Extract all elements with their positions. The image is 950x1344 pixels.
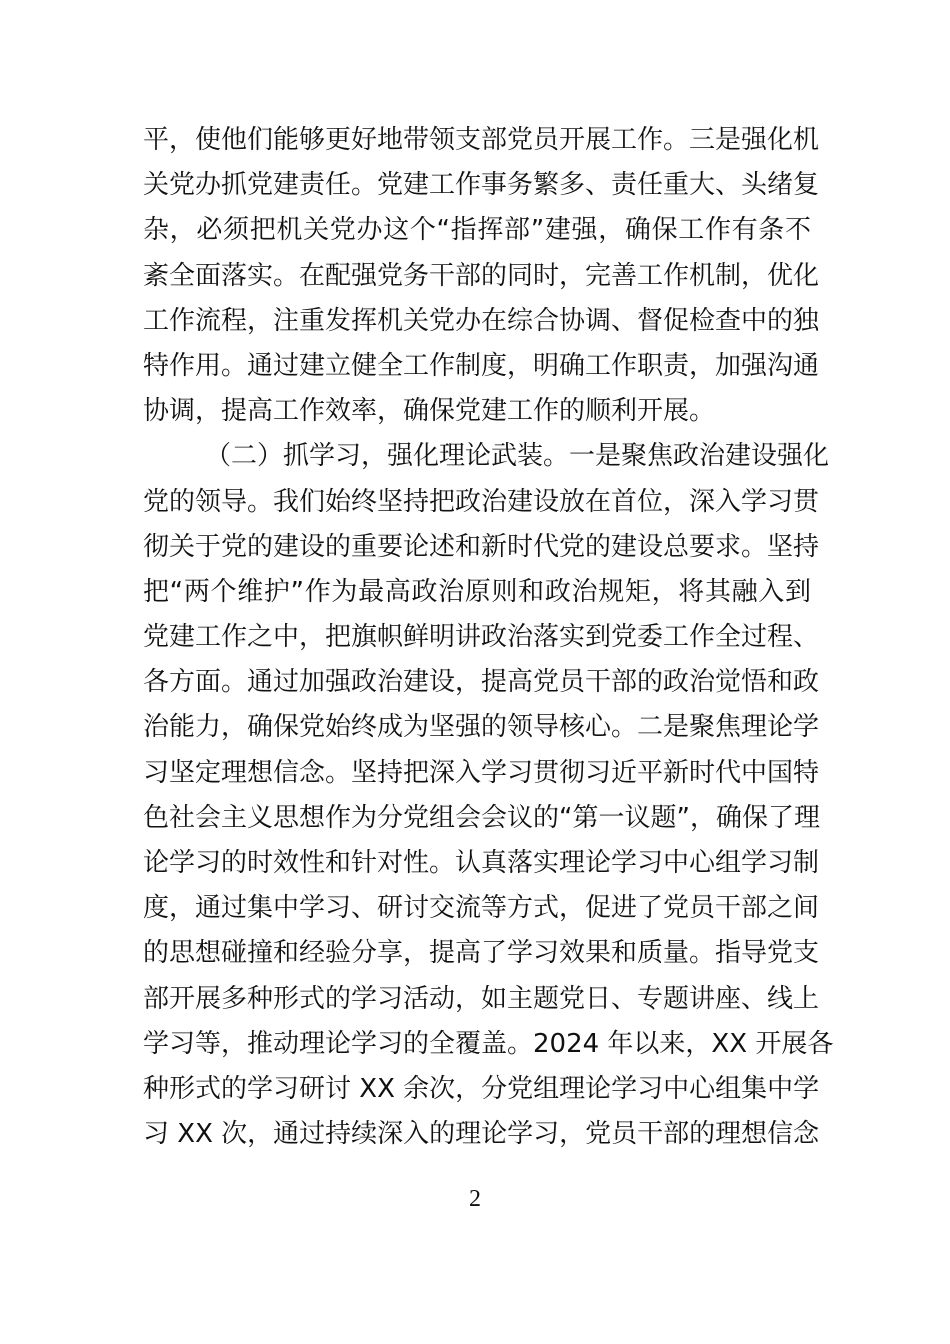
body-text	[143, 118, 834, 1157]
text-line: 习 XX 次，通过持续深入的理论学习，党员干部的理想信念	[143, 1119, 820, 1150]
text-line: 治能力，确保党始终成为坚强的领导核心。二是聚焦理论学	[143, 712, 820, 743]
text-line: 党建工作之中，把旗帜鲜明讲政治落实到党委工作全过程、	[143, 622, 820, 653]
text-line: 度，通过集中学习、研讨交流等方式，促进了党员干部之间	[143, 893, 820, 924]
text-line: 把“两个维护”作为最高政治原则和政治规矩，将其融入到	[143, 576, 811, 607]
text-line: 部开展多种形式的学习活动，如主题党日、专题讲座、线上	[143, 983, 820, 1014]
text-line: 紊全面落实。在配强党务干部的同时，完善工作机制，优化	[143, 260, 820, 291]
text-line: 论学习的时效性和针对性。认真落实理论学习中心组学习制	[143, 848, 820, 878]
text-line: 习坚定理想信念。坚持把深入学习贯彻习近平新时代中国特	[143, 757, 820, 788]
text-line: 的思想碰撞和经验分享，提高了学习效果和质量。指导党支	[143, 938, 820, 969]
text-line: 党的领导。我们始终坚持把政治建设放在首位，深入学习贯	[143, 486, 820, 517]
text-line: 杂，必须把机关党办这个“指挥部”建强，确保工作有条不	[143, 215, 811, 246]
text-line: 协调，提高工作效率，确保党建工作的顺利开展。	[143, 396, 716, 427]
text-line: 种形式的学习研讨 XX 余次，分党组理论学习中心组集中学	[143, 1073, 820, 1104]
text-line: 色社会主义思想作为分党组会会议的“第一议题”，确保了理	[143, 802, 820, 833]
text-line: 特作用。通过建立健全工作制度，明确工作职责，加强沟通	[143, 350, 820, 381]
text-line: 平，使他们能够更好地带领支部党员开展工作。三是强化机	[143, 125, 820, 155]
text-line: 彻关于党的建设的重要论述和新时代党的建设总要求。坚持	[143, 531, 820, 562]
text-line: 工作流程，注重发挥机关党办在综合协调、督促检查中的独	[143, 305, 820, 336]
section-heading-line: （二）抓学习，强化理论武装。一是聚焦政治建设强化	[205, 441, 830, 472]
text-line: 学习等，推动理论学习的全覆盖。2024 年以来，XX 开展各	[143, 1028, 834, 1059]
text-line: 关党办抓党建责任。党建工作事务繁多、责任重大、头绪复	[143, 170, 820, 201]
text-line: 各方面。通过加强政治建设，提高党员干部的政治觉悟和政	[143, 667, 820, 698]
page-number: 2	[469, 1186, 481, 1212]
